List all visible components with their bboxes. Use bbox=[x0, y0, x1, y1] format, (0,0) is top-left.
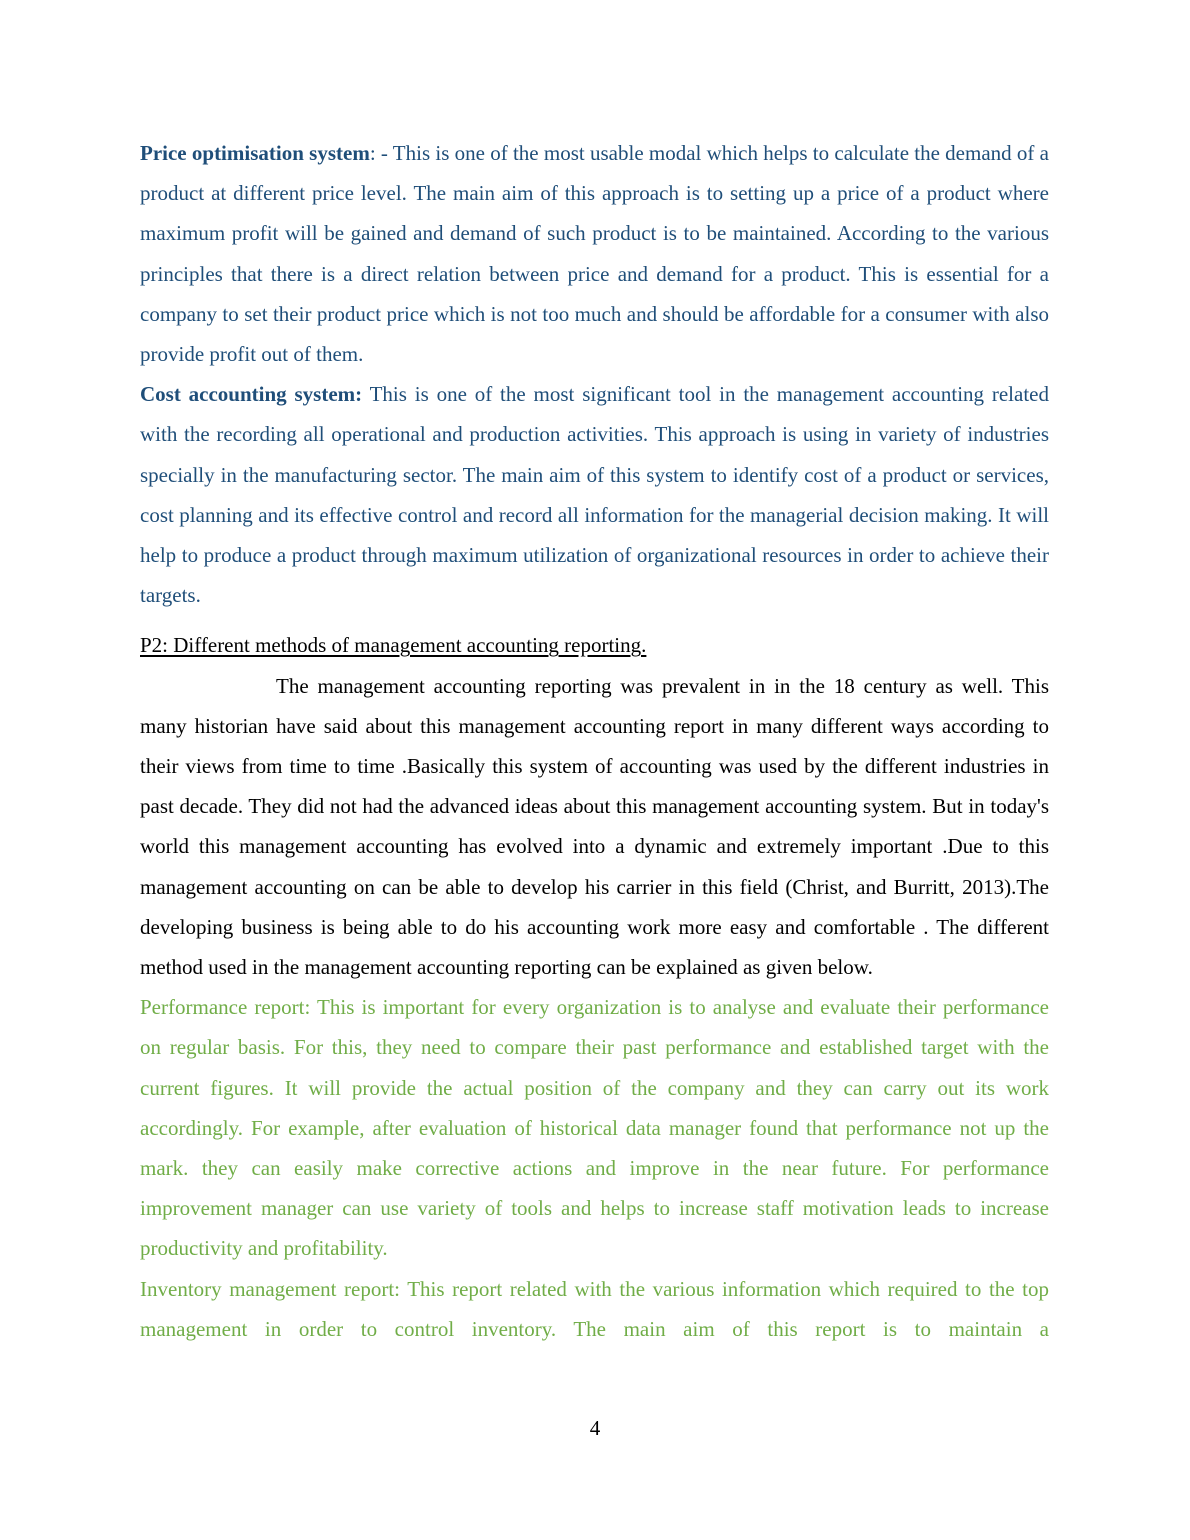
cost-accounting-term: Cost accounting system: bbox=[140, 382, 363, 407]
cost-accounting-text: This is one of the most significant tool in the management accounting related with the recording all operational and production activities. This approach is using in variety of industries specially in the manufacturing sector. The main aim of this system to identify cost of a product or services, cost planning and its effective control and record all information for the managerial decision making. It will help to produce a product through maximum utilization of organizational resources in order to achieve their targets. bbox=[140, 382, 1049, 608]
price-optimisation-term: Price optimisation system bbox=[140, 141, 370, 165]
page-number: 4 bbox=[589, 1416, 601, 1440]
performance-report-paragraph: Performance report: This is important for every organization is to analyse and evaluate their performance on regular basis. For this, they need to compare their past performance and established target with the current figures. It will provide the actual position of the company and they can carry out its work accordingly. For example, after evaluation of historical data manager found that performance not up the mark. they can easily make corrective actions and improve in the near future. For performance improvement manager can use variety of tools and helps to increase staff motivation leads to increase productivity and profitability. bbox=[140, 995, 1049, 1261]
price-optimisation-separator: : - bbox=[369, 141, 393, 165]
section-heading: P2: Different methods of management accounting reporting. bbox=[140, 633, 647, 658]
intro-paragraph: The management accounting reporting was prevalent in in the 18 century as well. This many historian have said about this management accounting report in many different ways according to their views from time to time .Basically this system of accounting was used by the different industries in past decade. They did not had the advanced ideas about this management accounting system. But in today's world this management accounting has evolved into a dynamic and extremely important .Due to this management accounting on can be able to develop his carrier in this field (Christ, and Burritt, 2013).The developing business is being able to do his accounting work more easy and comfortable . The different method used in the management accounting reporting can be explained as given below. bbox=[140, 673, 1049, 980]
price-optimisation-text: This is one of the most usable modal which helps to calculate the demand of a product at different price level. The main aim of this approach is to setting up a price of a product where maximum profit will be gained and demand of such product is to be maintained. According to the various principles that there is a direct relation between price and demand for a product. This is essential for a company to set their product price which is not too much and should be affordable for a consumer with also provide profit out of them. bbox=[140, 141, 1049, 367]
inventory-report-paragraph: Inventory management report: This report related with the various information which required to the top management in order to control inventory. The main aim of this report is to maintain a bbox=[140, 1276, 1049, 1341]
price-optimisation-paragraph bbox=[140, 133, 1049, 374]
cost-accounting-paragraph bbox=[140, 374, 1049, 615]
page-body bbox=[140, 133, 1049, 1349]
